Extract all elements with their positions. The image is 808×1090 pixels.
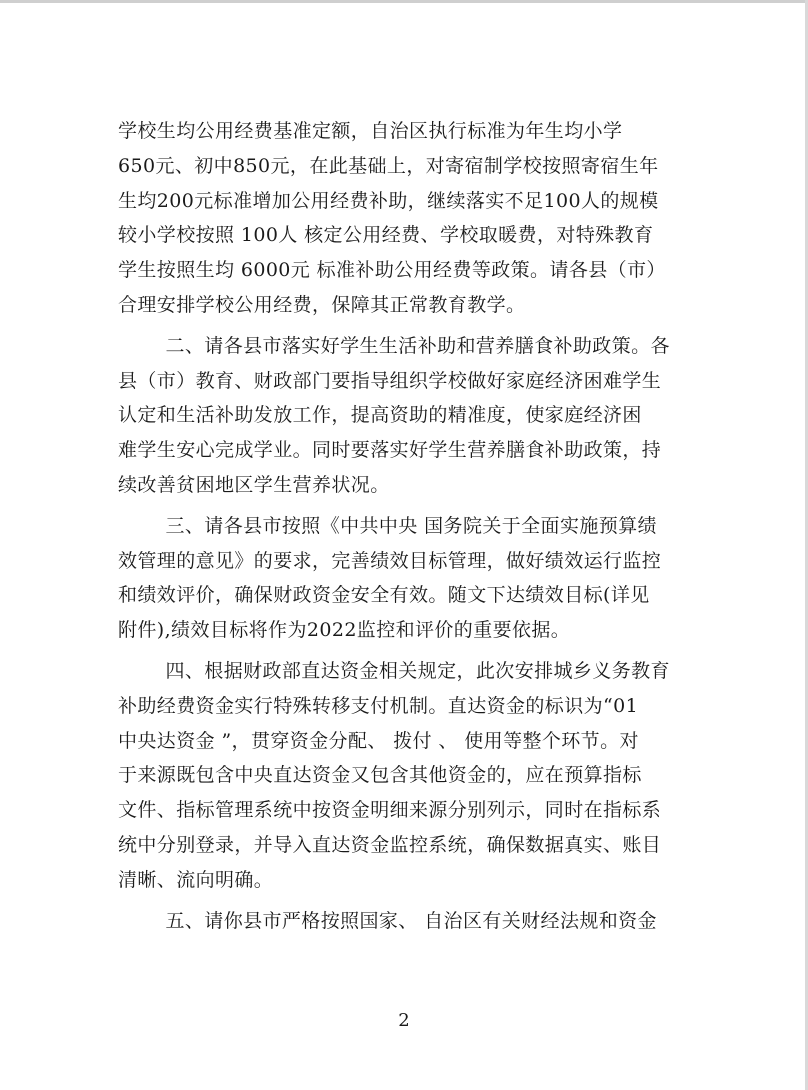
text-line: 三、请各县市按照《中共中央 国务院关于全面实施预算绩 [165,514,657,537]
text-line: 生均200元标准增加公用经费补助，继续落实不足100人的规模 [118,189,659,212]
text-line: 附件),绩效目标将作为2022监控和评价的重要依据。 [118,619,571,642]
text-line: 文件、指标管理系统中按资金明细来源分别列示，同时在指标系 [118,799,662,822]
text-line: 650元、初中850元，在此基础上，对寄宿制学校按照寄宿生年 [118,154,659,177]
text-line: 县（市）教育、财政部门要指导组织学校做好家庭经济困难学生 [118,369,662,392]
paragraph-3 [118,654,718,898]
text-line: 学校生均公用经费基准定额，自治区执行标准为年生均小学 [118,120,623,142]
text-line: 续改善贫困地区学生营养状况。 [118,473,390,496]
text-line: 认定和生活补助发放工作，提高资助的精准度，使家庭经济困 [118,404,642,427]
text-line: 难学生安心完成学业。同时要落实好学生营养膳食补助政策，持 [118,439,662,462]
text-line: 四、根据财政部直达资金相关规定，此次安排城乡义务教育 [165,659,670,682]
text-line: 较小学校按照 100人 核定公用经费、学校取暖费，对特殊教育 [118,224,654,247]
text-line: 和绩效评价，确保财政资金安全有效。随文下达绩效目标(详见 [118,584,650,607]
text-line: 五、请你县市严格按照国家、 自治区有关财经法规和资金 [165,909,657,932]
paragraph-2 [118,509,718,648]
paragraph-0 [118,114,718,323]
page-number: 2 [398,1010,410,1031]
paragraph-4 [118,904,718,939]
text-line: 于来源既包含中央直达资金又包含其他资金的，应在预算指标 [118,764,642,787]
text-line: 效管理的意见》的要求，完善绩效目标管理，做好绩效运行监控 [118,549,662,572]
text-line: 合理安排学校公用经费，保障其正常教育教学。 [118,293,526,316]
document-body [118,114,718,938]
text-line: 二、请各县市落实好学生生活补助和营养膳食补助政策。各 [165,334,670,357]
text-line: 学生按照生均 6000元 标准补助公用经费等政策。请各县（市） [118,259,666,282]
page-edge-top [0,0,808,3]
text-line: 清晰、流向明确。 [118,868,274,891]
text-line: 中央达资金 ”，贯穿资金分配、 拨付 、 使用等整个环节。对 [118,729,639,752]
text-line: 补助经费资金实行特殊转移支付机制。直达资金的标识为“01 [118,694,639,717]
text-line: 统中分别登录，并导入直达资金监控系统，确保数据真实、账目 [118,833,662,856]
paragraph-1 [118,329,718,503]
